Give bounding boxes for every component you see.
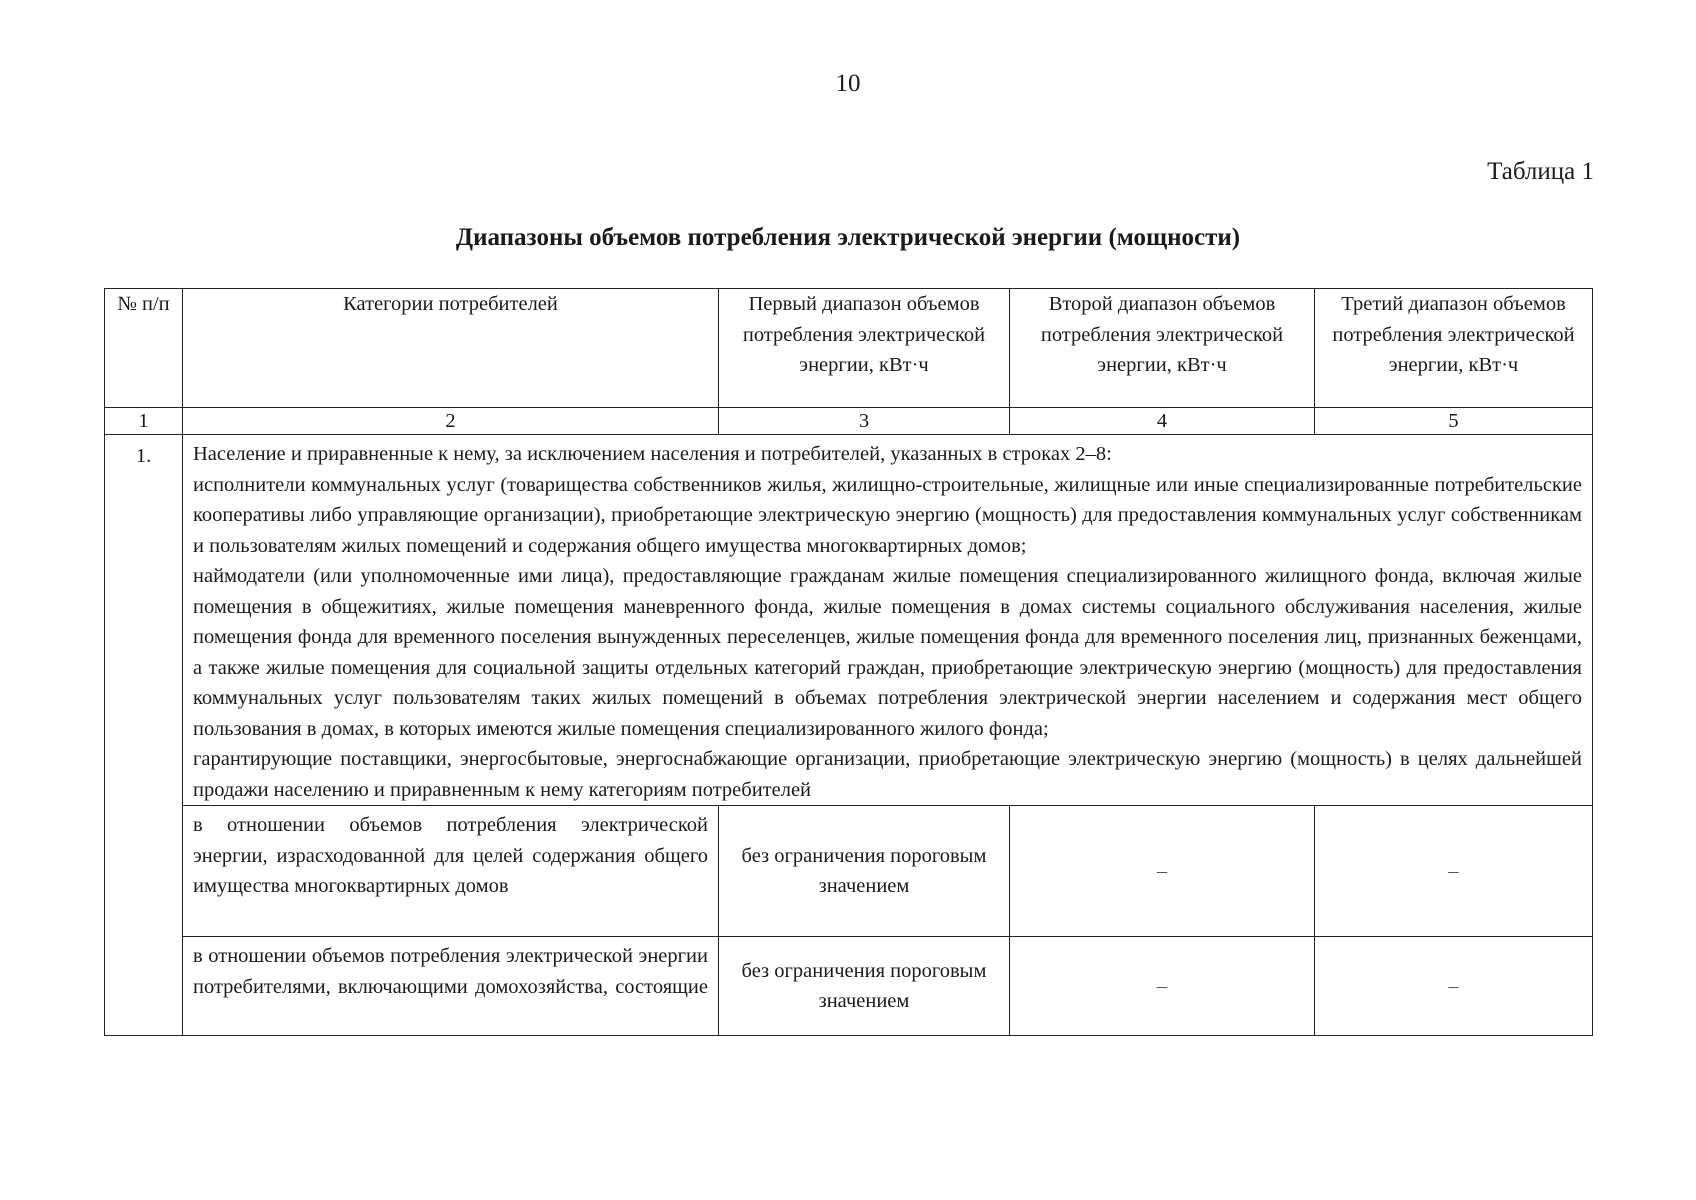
column-number: 5 [1315, 408, 1593, 435]
third-range-value: – [1315, 937, 1593, 1036]
row-intro-text [183, 435, 1593, 806]
subcategory-text: в отношении объемов потребления электрической энергии потребителями, включающими домохозяйства, состоящие [193, 945, 708, 998]
header-first-range: Первый диапазон объемов потребления электрической энергии, кВт·ч [719, 289, 1010, 408]
header-consumer-category: Категории потребителей [183, 289, 719, 408]
third-range-value: – [1315, 806, 1593, 937]
document-title: Диапазоны объемов потребления электрической энергии (мощности) [455, 224, 1241, 251]
column-number: 4 [1010, 408, 1315, 435]
column-number: 1 [105, 408, 183, 435]
subcategory-cell [183, 937, 719, 1036]
intro-paragraph: наймодатели (или уполномоченные ими лица), предоставляющие гражданам жилые помещения специализированного жилищного фонда, включая жилые помещения в общежитиях, жилые помещения маневренного фонда, жилые помещения в домах системы социального обслуживания населения, жилые помещения фонда для временного поселения вынужденных переселенцев, жилые помещения фонда для временного поселения лиц, признанных беженцами, а также жилые помещения для социальной защиты отдельных категорий граждан, приобретающие электрическую энергию (мощность) для предоставления коммунальных услуг пользователям таких жилых помещений в объемах потребления электрической энергии населением и содержания мест общего пользования в домах, в которых имеются жилые помещения специализированного жилого фонда; [193, 565, 1582, 740]
header-third-range: Третий диапазон объемов потребления электрической энергии, кВт·ч [1315, 289, 1593, 408]
consumption-ranges-table [104, 288, 1593, 1036]
table-row [105, 435, 1593, 806]
first-range-value: без ограничения пороговым значением [719, 937, 1010, 1036]
page-number: 10 [835, 70, 861, 97]
table-label: Таблица 1 [1487, 158, 1594, 185]
second-range-value: – [1010, 937, 1315, 1036]
second-range-value: – [1010, 806, 1315, 937]
first-range-value: без ограничения пороговым значением [719, 806, 1010, 937]
table-row [105, 806, 1593, 937]
row-number: 1. [105, 435, 183, 1036]
column-number: 2 [183, 408, 719, 435]
table-header-row [105, 289, 1593, 408]
column-number: 3 [719, 408, 1010, 435]
header-row-number: № п/п [105, 289, 183, 408]
column-number-row [105, 408, 1593, 435]
subcategory-text: в отношении объемов потребления электрической энергии, израсходованной для целей содержания общего имущества многоквартирных домов [183, 806, 719, 937]
intro-paragraph: Население и приравненные к нему, за исключением населения и потребителей, указанных в строках 2–8: [193, 443, 1112, 465]
table-row [105, 937, 1593, 1036]
intro-paragraph: исполнители коммунальных услуг (товарищества собственников жилья, жилищно-строительные, жилищные или иные специализированные потребительские кооперативы либо управляющие организации), приобретающие электрическую энергию (мощность) для предоставления коммунальных услуг собственникам и пользователям жилых помещений и содержания общего имущества многоквартирных домов; [193, 473, 1582, 557]
header-second-range: Второй диапазон объемов потребления электрической энергии, кВт·ч [1010, 289, 1315, 408]
intro-paragraph: гарантирующие поставщики, энергосбытовые, энергоснабжающие организации, приобретающие электрическую энергию (мощность) в целях дальнейшей продажи населению и приравненным к нему категориям потребителей [193, 748, 1582, 801]
